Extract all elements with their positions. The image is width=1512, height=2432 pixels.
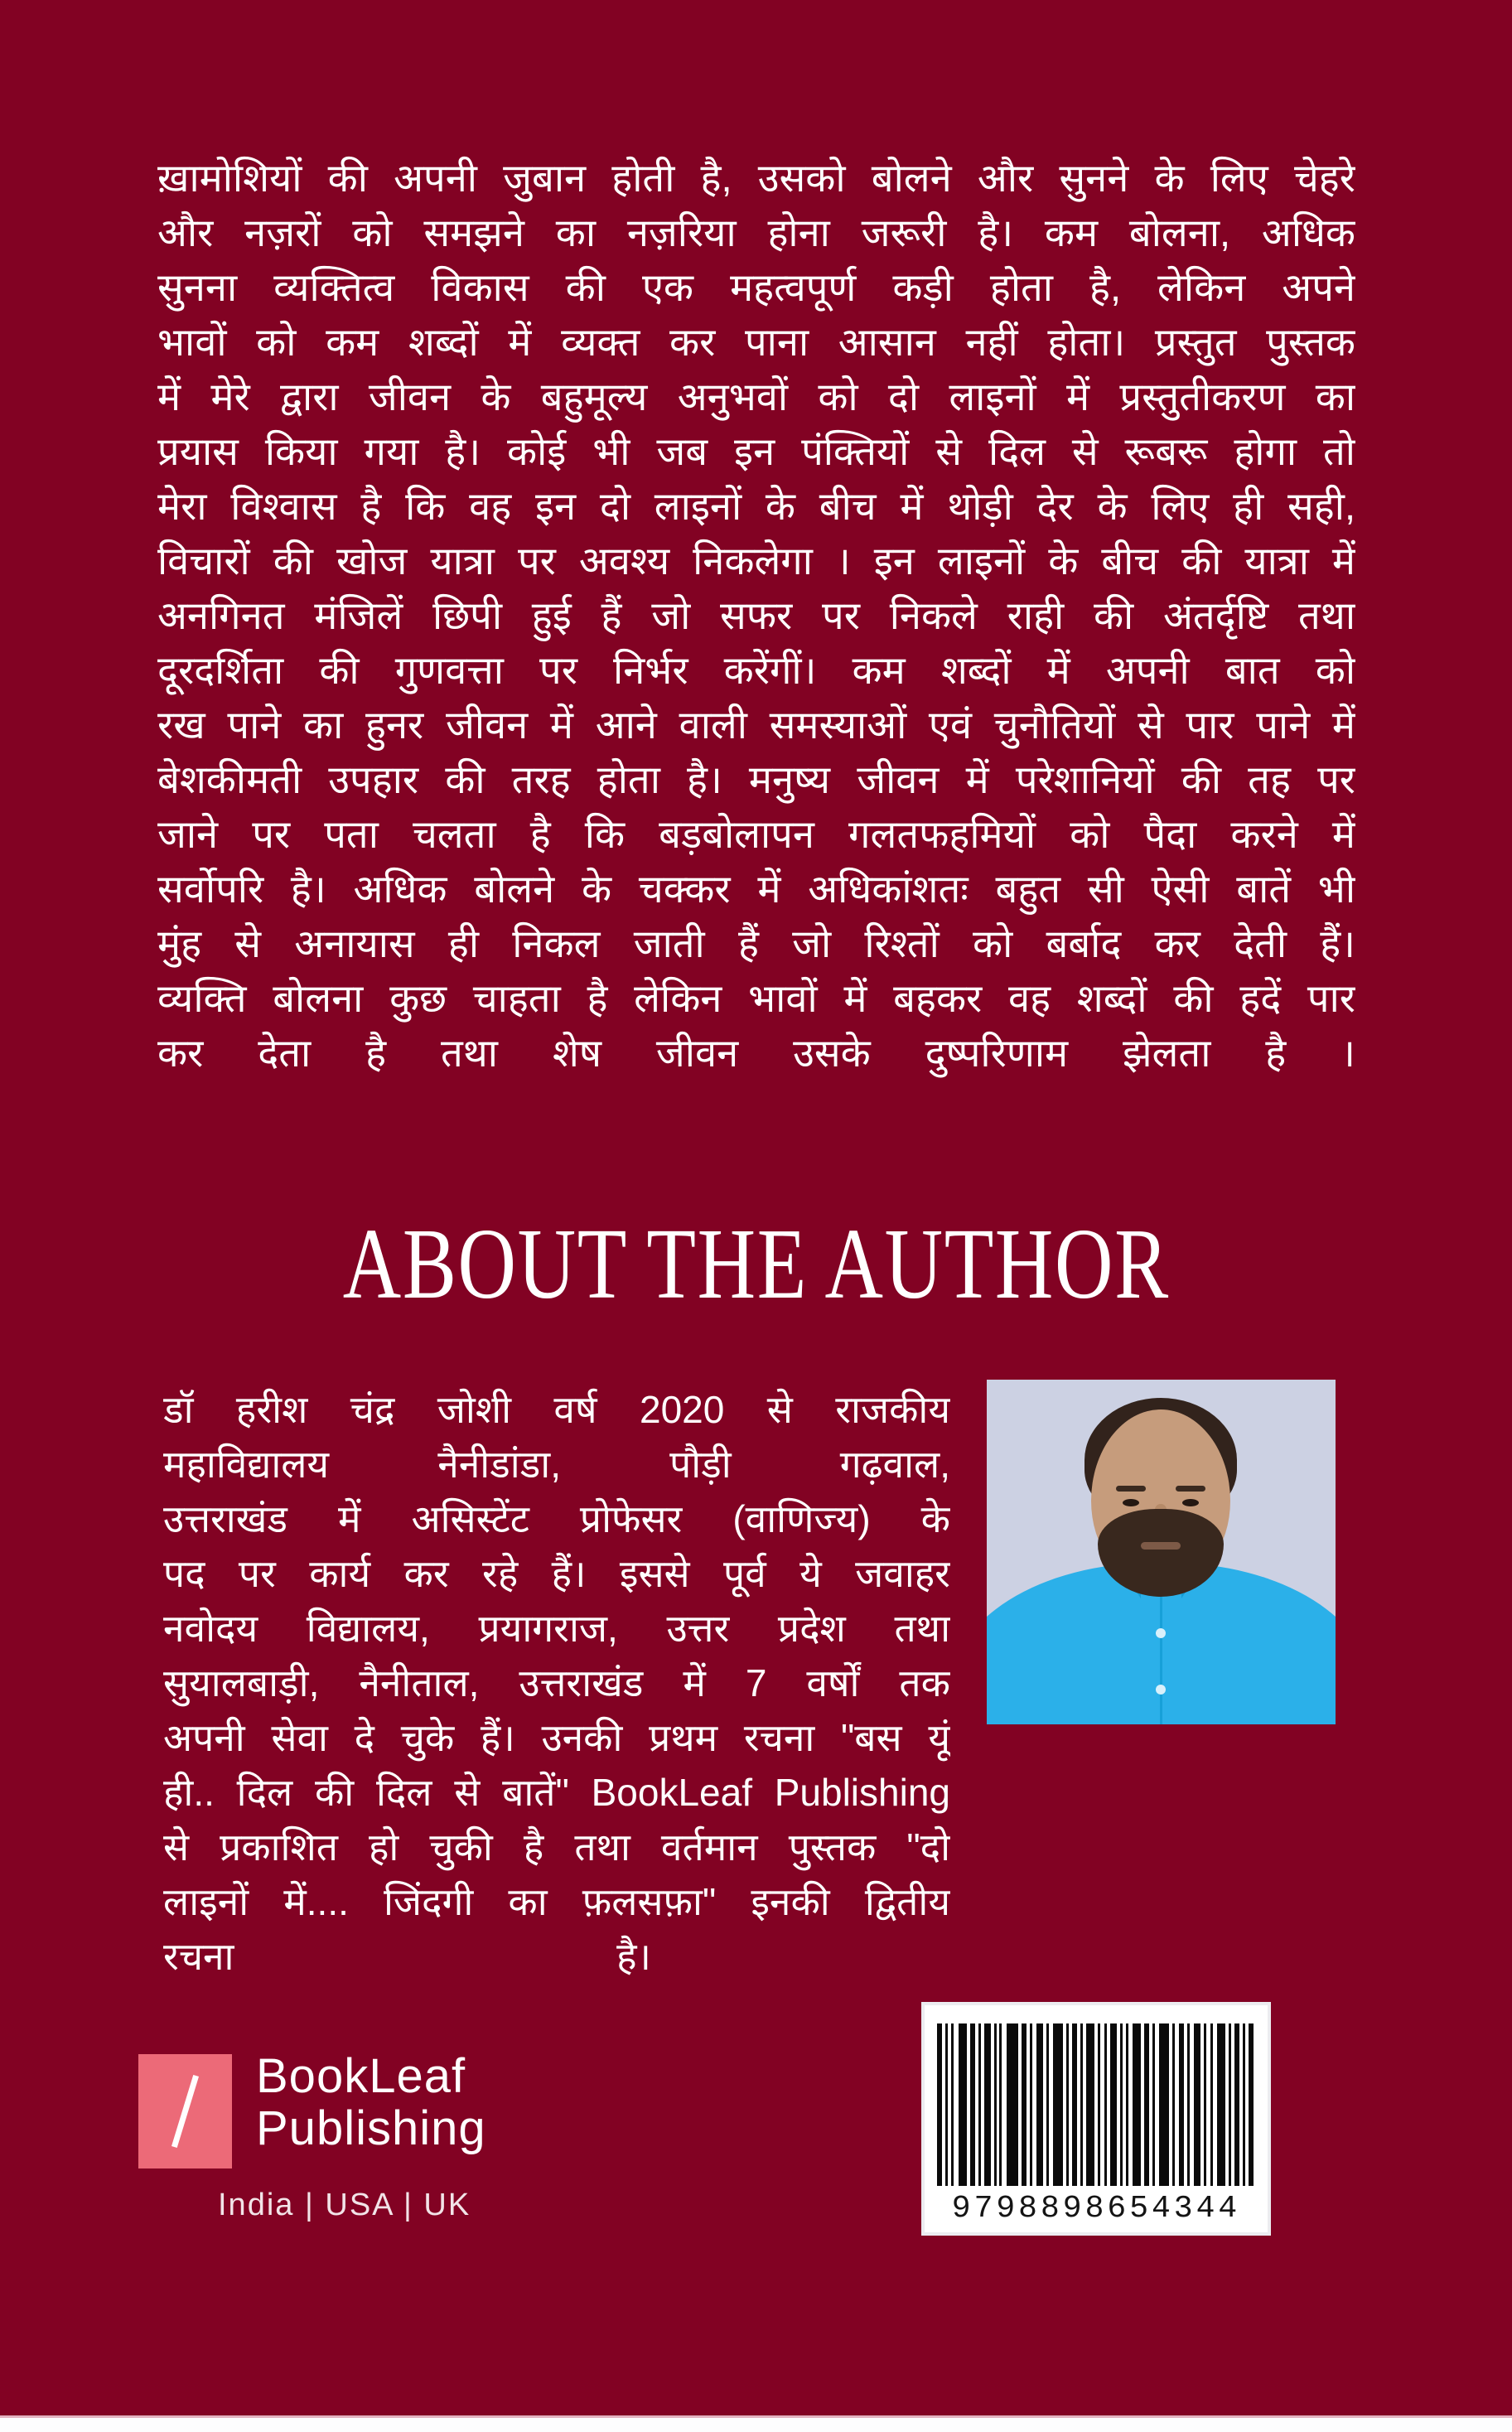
photo-shirt-button — [1156, 1628, 1166, 1638]
blurb-line: प्रयास किया गया है। कोई भी जब इन पंक्तियों से दिल से रूबरू होगा तो — [157, 429, 1355, 473]
blurb-line: ख़ामोशियों की अपनी जुबान होती है, उसको बोलने और सुनने के लिए चेहरे — [157, 156, 1355, 200]
publisher-name — [256, 2050, 486, 2154]
blurb-line: दूरदर्शिता की गुणवत्ता पर निर्भर करेंगीं। कम शब्दों में अपनी बात को — [157, 648, 1355, 692]
blurb-line: मुंह से अनायास ही निकल जाती हैं जो रिश्तों को बर्बाद कर देती हैं। — [157, 921, 1355, 965]
publisher-name-line1: BookLeaf — [256, 2049, 466, 2103]
slash-icon — [171, 2075, 199, 2148]
photo-mouth — [1141, 1542, 1181, 1550]
blurb-line: भावों को कम शब्दों में व्यक्त कर पाना आसान नहीं होता। प्रस्तुत पुस्तक — [157, 320, 1355, 364]
photo-eyebrow-left — [1116, 1486, 1146, 1492]
blurb-line: सुनना व्यक्तित्व विकास की एक महत्वपूर्ण कड़ी होता है, लेकिन अपने — [157, 265, 1355, 309]
bio-last-line-word: रचना — [163, 1935, 234, 1978]
bio-line: लाइनों में.... जिंदगी का फ़लसफ़ा" इनकी द्वितीय — [163, 1880, 950, 1923]
barcode — [921, 2002, 1271, 2236]
publisher-regions: India | USA | UK — [218, 2188, 471, 2222]
blurb-line: व्यक्ति बोलना कुछ चाहता है लेकिन भावों में बहकर वह शब्दों की हदें पार — [157, 976, 1355, 1020]
bottom-edge-strip — [0, 2415, 1512, 2432]
photo-shirt-placket — [1160, 1597, 1162, 1724]
back-blurb — [157, 151, 1355, 1081]
bio-last-line — [163, 1929, 651, 1984]
publisher-name-line2: Publishing — [256, 2101, 486, 2155]
blurb-line: बेशकीमती उपहार की तरह होता है। मनुष्य जीवन में परेशानियों की तह पर — [157, 757, 1355, 801]
photo-eyebrow-right — [1176, 1486, 1205, 1492]
blurb-line: जाने पर पता चलता है कि बड़बोलापन गलतफहमियों को पैदा करने में — [157, 812, 1355, 856]
about-heading-text: ABOUT THE AUTHOR — [342, 1208, 1170, 1320]
blurb-line: मेरा विश्वास है कि वह इन दो लाइनों के बीच में थोड़ी देर के लिए ही सही, — [157, 484, 1355, 528]
blurb-line: सर्वोपरि है। अधिक बोलने के चक्कर में अधिकांशतः बहुत सी ऐसी बातें भी — [157, 867, 1355, 911]
author-photo — [987, 1380, 1336, 1724]
blurb-line: विचारों की खोज यात्रा पर अवश्य निकलेगा । इन लाइनों के बीच की यात्रा में — [157, 539, 1355, 583]
about-the-author-heading — [0, 1208, 1512, 1327]
photo-eye-right — [1182, 1499, 1199, 1506]
isbn-number: 9798898654344 — [951, 2191, 1241, 2227]
bio-line: ही.. दिल की दिल से बातें" BookLeaf Publishing — [163, 1771, 950, 1814]
bio-line: से प्रकाशित हो चुकी है तथा वर्तमान पुस्तक "दो — [163, 1825, 950, 1869]
blurb-line: रख पाने का हुनर जीवन में आने वाली समस्याओं एवं चुनौतियों से पार पाने में — [157, 703, 1355, 747]
blurb-line: और नज़रों को समझने का नज़रिया होना जरूरी है। कम बोलना, अधिक — [157, 210, 1355, 254]
blurb-line: कर देता है तथा शेष जीवन उसके दुष्परिणाम झेलता है । — [157, 1031, 1355, 1075]
bio-line: सुयालबाड़ी, नैनीताल, उत्तराखंड में 7 वर्षों तक — [163, 1661, 950, 1704]
bio-line: महाविद्यालय नैनीडांडा, पौड़ी गढ़वाल, — [163, 1443, 950, 1486]
bio-line: पद पर कार्य कर रहे हैं। इससे पूर्व ये जवाहर — [163, 1552, 950, 1595]
barcode-bars-icon — [937, 2023, 1255, 2186]
publisher-logo-mark — [138, 2054, 232, 2168]
bio-line: उत्तराखंड में असिस्टेंट प्रोफेसर (वाणिज्य) के — [163, 1497, 950, 1540]
blurb-line: में मेरे द्वारा जीवन के बहुमूल्य अनुभवों को दो लाइनों में प्रस्तुतीकरण का — [157, 375, 1355, 418]
bio-last-line-word: है। — [616, 1935, 651, 1978]
bio-line: अपनी सेवा दे चुके हैं। उनकी प्रथम रचना "बस यूं — [163, 1716, 950, 1759]
photo-eye-left — [1123, 1499, 1139, 1506]
bio-line: नवोदय विद्यालय, प्रयागराज, उत्तर प्रदेश तथा — [163, 1607, 950, 1650]
blurb-line: अनगिनत मंजिलें छिपी हुई हैं जो सफर पर निकले राही की अंतर्दृष्टि तथा — [157, 593, 1355, 637]
photo-shirt-button — [1156, 1685, 1166, 1695]
bio-line: डॉ हरीश चंद्र जोशी वर्ष 2020 से राजकीय — [163, 1388, 950, 1431]
author-bio — [163, 1382, 950, 1984]
